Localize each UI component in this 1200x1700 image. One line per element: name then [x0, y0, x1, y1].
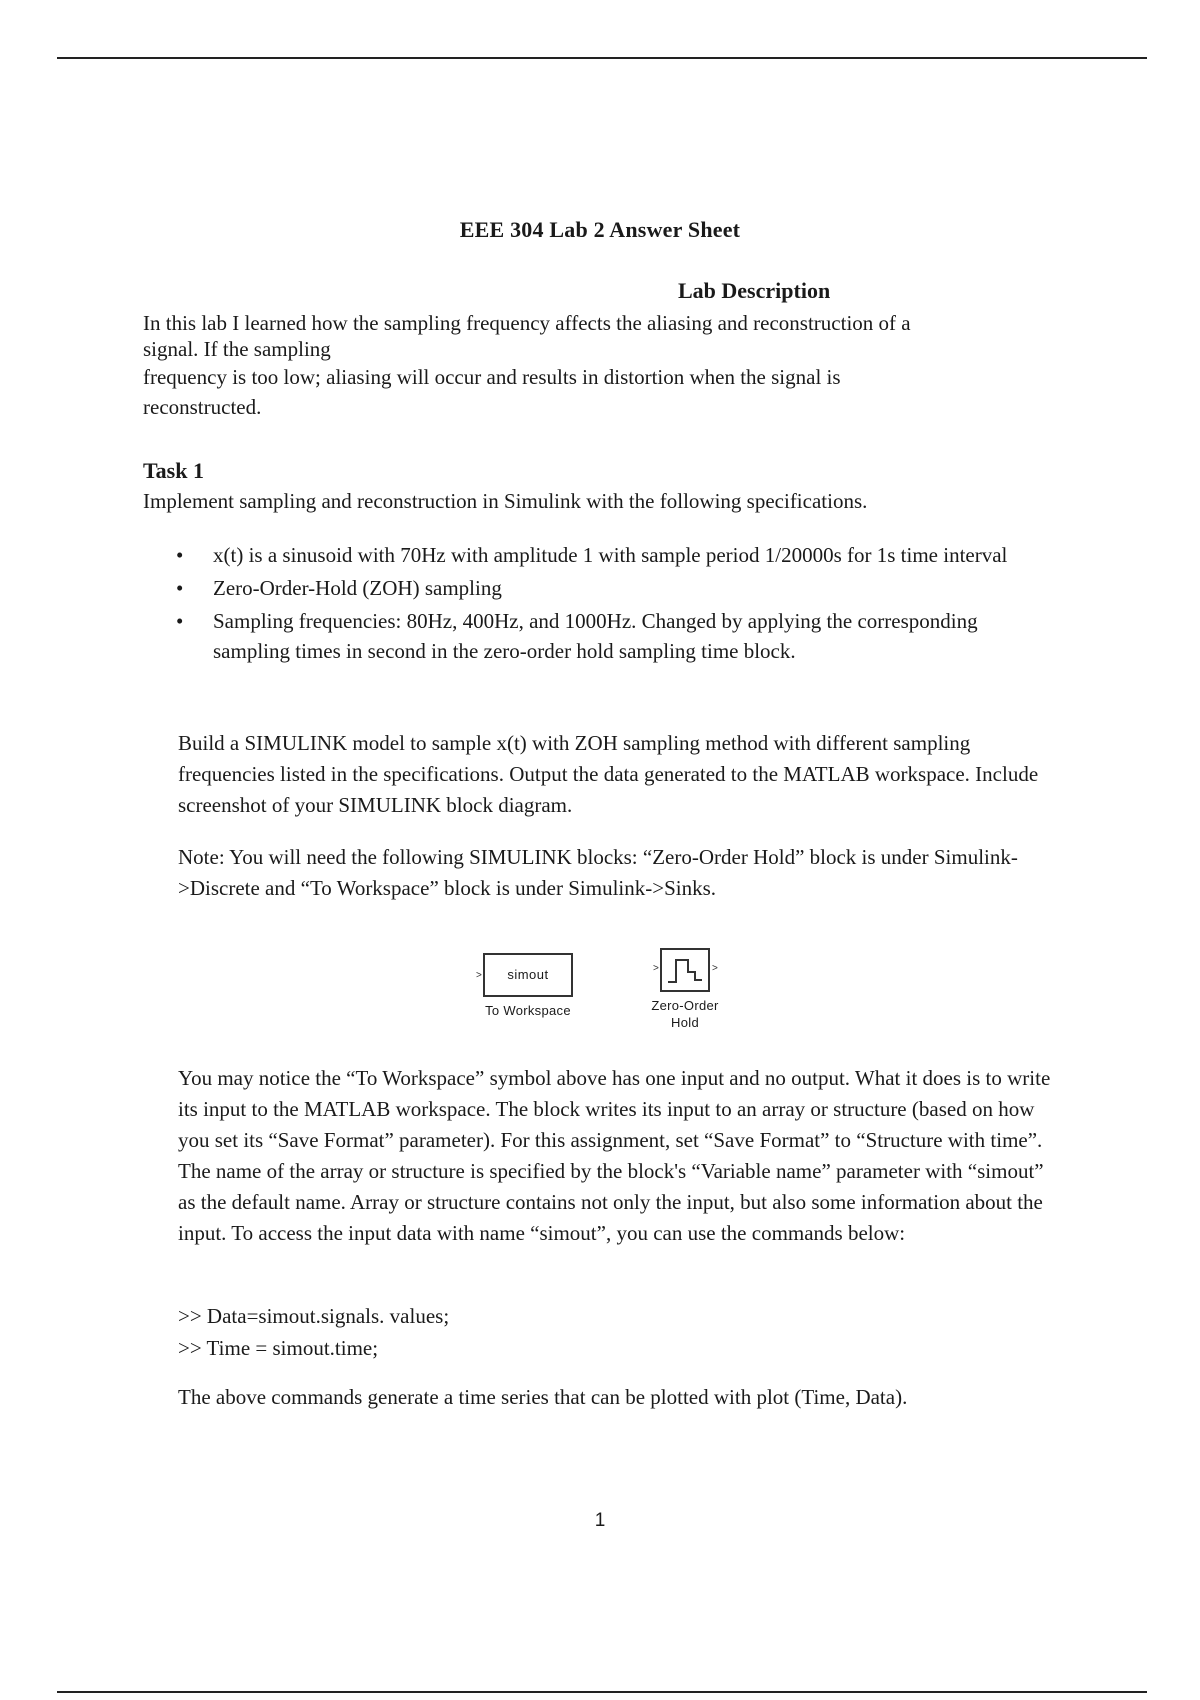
- spec-text: Zero-Order-Hold (ZOH) sampling: [213, 576, 502, 600]
- bullet-icon: •: [176, 543, 184, 567]
- input-port-icon: >: [476, 970, 482, 981]
- bullet-icon: •: [176, 609, 184, 633]
- task1-intro: Implement sampling and reconstruction in Simulink with the following specifications.: [143, 489, 868, 513]
- bottom-rule: [57, 1691, 1147, 1693]
- spec-list-item: [176, 606, 1056, 666]
- lab-description-line: reconstructed.: [143, 395, 262, 419]
- lab-description-heading: Lab Description: [678, 278, 831, 303]
- task1-heading: Task 1: [143, 458, 204, 483]
- spec-list-item: [176, 573, 1056, 603]
- zero-order-hold-caption-line: Zero-Order: [651, 998, 719, 1013]
- command-line: >> Time = simout.time;: [178, 1336, 379, 1360]
- to-workspace-block: simout: [483, 953, 573, 997]
- lab-description-line: signal. If the sampling: [143, 337, 331, 361]
- bullet-icon: •: [176, 576, 184, 600]
- top-rule: [57, 57, 1147, 59]
- build-paragraph: Build a SIMULINK model to sample x(t) with ZOH sampling method with different sampling frequencies listed in the specifications. Output the data generated to the MATLAB workspace. Include screenshot of your SIMULINK block diagram.: [178, 731, 1039, 817]
- staircase-signal-icon: [662, 950, 708, 990]
- page-number: 1: [594, 1510, 606, 1531]
- lab-description-line: frequency is too low; aliasing will occur and results in distortion when the signal is: [143, 365, 841, 389]
- zero-order-hold-caption: [640, 997, 730, 1031]
- spec-text: Sampling frequencies: 80Hz, 400Hz, and 1000Hz. Changed by applying the corresponding sampling times in second in the zero-order hold sampling time block.: [213, 609, 978, 663]
- to-workspace-caption: To Workspace: [485, 1003, 571, 1018]
- summary-paragraph: The above commands generate a time series that can be plotted with plot (Time, Data).: [178, 1385, 908, 1409]
- spec-list-item: [176, 540, 1056, 570]
- explain-paragraph: You may notice the “To Workspace” symbol above has one input and no output. What it does is to write its input to the MATLAB workspace. The block writes its input to an array or structure (based on how you set its “Save Format” parameter). For this assignment, set “Save Format” to “Structure with time”. The name of the array or structure is specified by the block's “Variable name” parameter with “simout” as the default name. Array or structure contains not only the input, but also some information about the input. To access the input data with name “simout”, you can use the commands below:: [178, 1066, 1051, 1245]
- lab-description-line: In this lab I learned how the sampling frequency affects the aliasing and reconstruction of a: [143, 311, 911, 335]
- command-block: [178, 1300, 1058, 1364]
- simulink-blocks-figure: [470, 945, 740, 1035]
- zero-order-hold-block: [660, 948, 710, 992]
- output-port-icon: >: [712, 963, 718, 974]
- note-paragraph: Note: You will need the following SIMULINK blocks: “Zero-Order Hold” block is under Simulink->Discrete and “To Workspace” block is under Simulink->Sinks.: [178, 845, 1018, 900]
- input-port-icon: >: [653, 963, 659, 974]
- document-title: EEE 304 Lab 2 Answer Sheet: [459, 217, 741, 242]
- zero-order-hold-caption-line: Hold: [671, 1015, 699, 1030]
- lab-description-text: [143, 310, 1043, 420]
- command-line: >> Data=simout.signals. values;: [178, 1304, 450, 1328]
- spec-text: x(t) is a sinusoid with 70Hz with amplitude 1 with sample period 1/20000s for 1s time interval: [213, 543, 1008, 567]
- spec-list: [176, 540, 1056, 669]
